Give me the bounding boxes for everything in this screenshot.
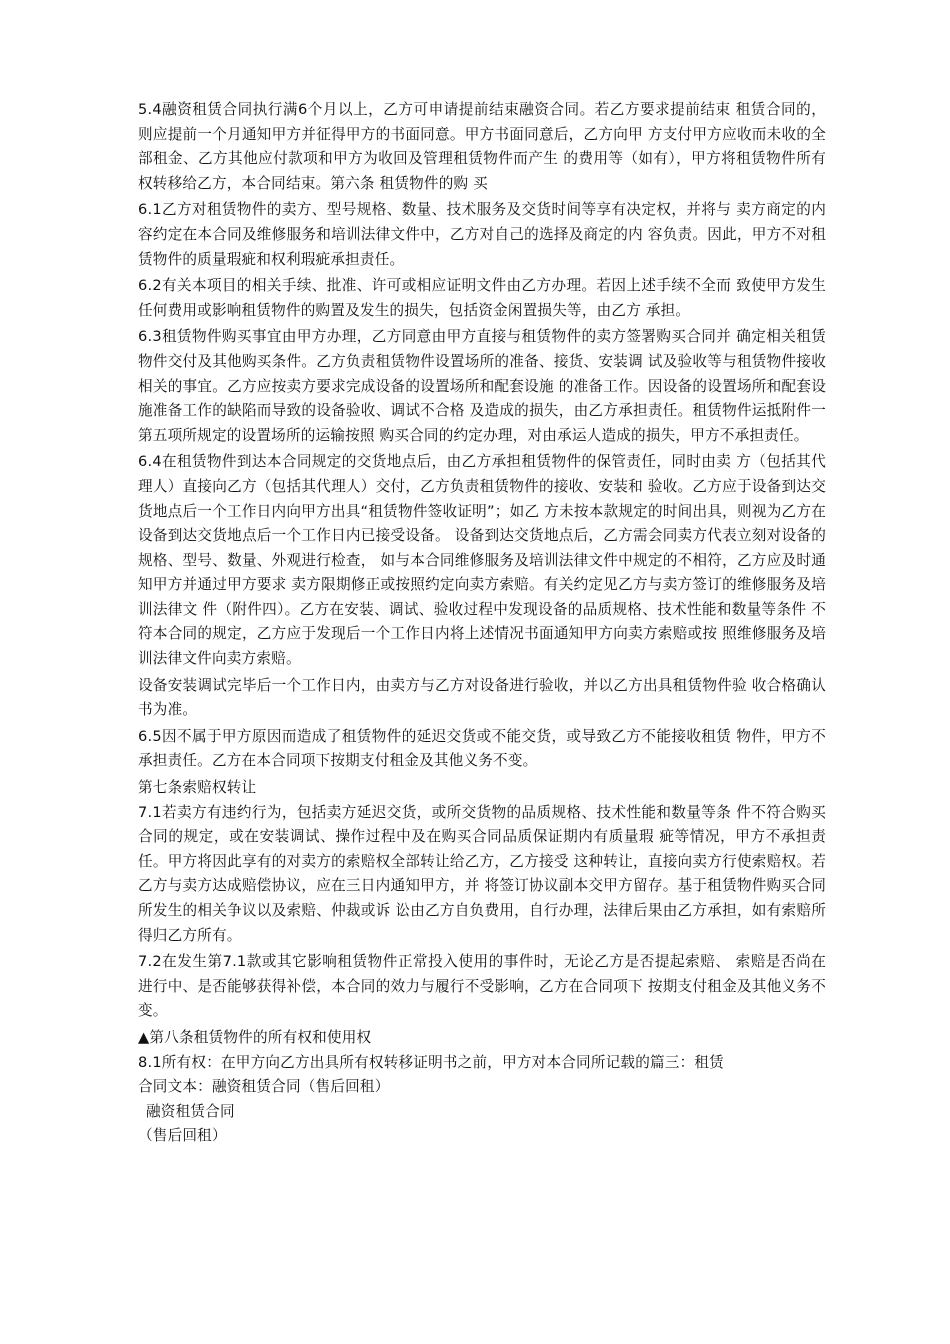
clause-5-4: 5.4融资租赁合同执行满6个月以上，乙方可申请提前结束融资合同。若乙方要求提前结束 租赁合同的，则应提前一个月通知甲方并征得甲方的书面同意。甲方书面同意后，乙方向甲 方支付甲方应收而未收的全部租金、乙方其他应付款项和甲方为收回及管理租赁物件而产生 的费用等（如有），甲方将租赁物件所有权转移给乙方，本合同结束。第六条 租赁物件的购 买: [138, 101, 826, 192]
acceptance-paragraph: 设备安装调试完毕后一个工作日内，由卖方与乙方对设备进行验收，并以乙方出具租赁物件验 收合格确认书为准。: [138, 676, 826, 719]
clause-6-2: 6.2有关本项目的相关手续、批准、许可或相应证明文件由乙方办理。若因上述手续不全而 致使甲方发生任何费用或影响租赁物件的购置及发生的损失，包括资金闲置损失等，由乙方 承担。: [138, 277, 826, 319]
document-page: [138, 98, 826, 1149]
contract-text-title: 合同文本：融资租赁合同（售后回租）: [138, 1078, 390, 1096]
clause-8-1: 8.1所有权：在甲方向乙方出具所有权转移证明书之前，甲方对本合同所记载的篇三：租赁: [138, 1053, 724, 1071]
clause-6-3: 6.3租赁物件购买事宜由甲方办理，乙方同意由甲方直接与租赁物件的卖方签署购买合同并 确定相关租赁物件交付及其他购买条件。乙方负责租赁物件设置场所的准备、接货、安装调 试及验收等与租赁物件接收相关的事宜。乙方应按卖方要求完成设备的设置场所和配套设施 的准备工作。因设备的设置场所和配套设施准备工作的缺陷而导致的设备验收、调试不合格 及造成的损失，由乙方承担责任。租赁物件运抵附件一第五项所规定的设置场所的运输按照 购买合同的约定办理，对由承运人造成的损失，甲方不承担责任。: [138, 328, 826, 444]
clause-6-1: 6.1乙方对租赁物件的卖方、型号规格、数量、技术服务及交货时间等享有决定权，并将与 卖方商定的内容约定在本合同及维修服务和培训法律文件中，乙方对自己的选择及商定的内 容负责。因此，甲方不对租赁物件的质量瑕疵和权利瑕疵承担责任。: [138, 201, 826, 268]
article-8-heading: ▲第八条租赁物件的所有权和使用权: [138, 1028, 372, 1046]
clause-7-2: 7.2在发生第7.1款或其它影响租赁物件正常投入使用的事件时，无论乙方是否提起索赔、 索赔是否尚在进行中、是否能够获得补偿，本合同的效力与履行不受影响，乙方在合同项下 按期支付租金及其他义务不变。: [138, 953, 826, 1020]
contract-title: 融资租赁合同: [146, 1102, 235, 1120]
clause-7-1: 7.1若卖方有违约行为，包括卖方延迟交货，或所交货物的品质规格、技术性能和数量等条 件不符合购买合同的规定，或在安装调试、操作过程中及在购买合同品质保证期内有质量瑕 疵等情况，甲方不承担责任。甲方将因此享有的对卖方的索赔权全部转让给乙方，乙方接受 这种转让，直接向卖方行使索赔权。若乙方与卖方达成赔偿协议，应在三日内通知甲方，并 将签订协议副本交甲方留存。基于租赁物件购买合同所发生的相关争议以及索赔、仲裁或诉 讼由乙方自负费用，自行办理，法律后果由乙方承担，如有索赔所得归乙方所有。: [138, 803, 826, 944]
clause-6-4: 6.4在租赁物件到达本合同规定的交货地点后，由乙方承担租赁物件的保管责任，同时由卖 方（包括其代理人）直接向乙方（包括其代理人）交付，乙方负责租赁物件的接收、安装和 验收。乙方应于设备到达交货地点后一个工作日内向甲方出具“租赁物件签收证明”；如乙 方未按本款规定的时间出具，则视为乙方在设备到达交货地点后一个工作日内已接受设备。 设备到达交货地点后，乙方需会同卖方代表立刻对设备的规格、型号、数量、外观进行检查， 如与本合同维修服务及培训法律文件中规定的不相符，乙方应及时通知甲方并通过甲方要求 卖方限期修正或按照约定向卖方索赔。有关约定见乙方与卖方签订的维修服务及培训法律文 件（附件四）。乙方在安装、调试、验收过程中发现设备的品质规格、技术性能和数量等条件 不符本合同的规定，乙方应于发现后一个工作日内将上述情况书面通知甲方向卖方索赔或按 照维修服务及培训法律文件向卖方索赔。: [138, 453, 826, 668]
contract-subtitle: （售后回租）: [138, 1127, 227, 1145]
clause-6-5: 6.5因不属于甲方原因而造成了租赁物件的延迟交货或不能交货，或导致乙方不能接收租赁 物件，甲方不承担责任。乙方在本合同项下按期支付租金及其他义务不变。: [138, 727, 826, 770]
article-7-heading: 第七条索赔权转让: [138, 779, 257, 797]
